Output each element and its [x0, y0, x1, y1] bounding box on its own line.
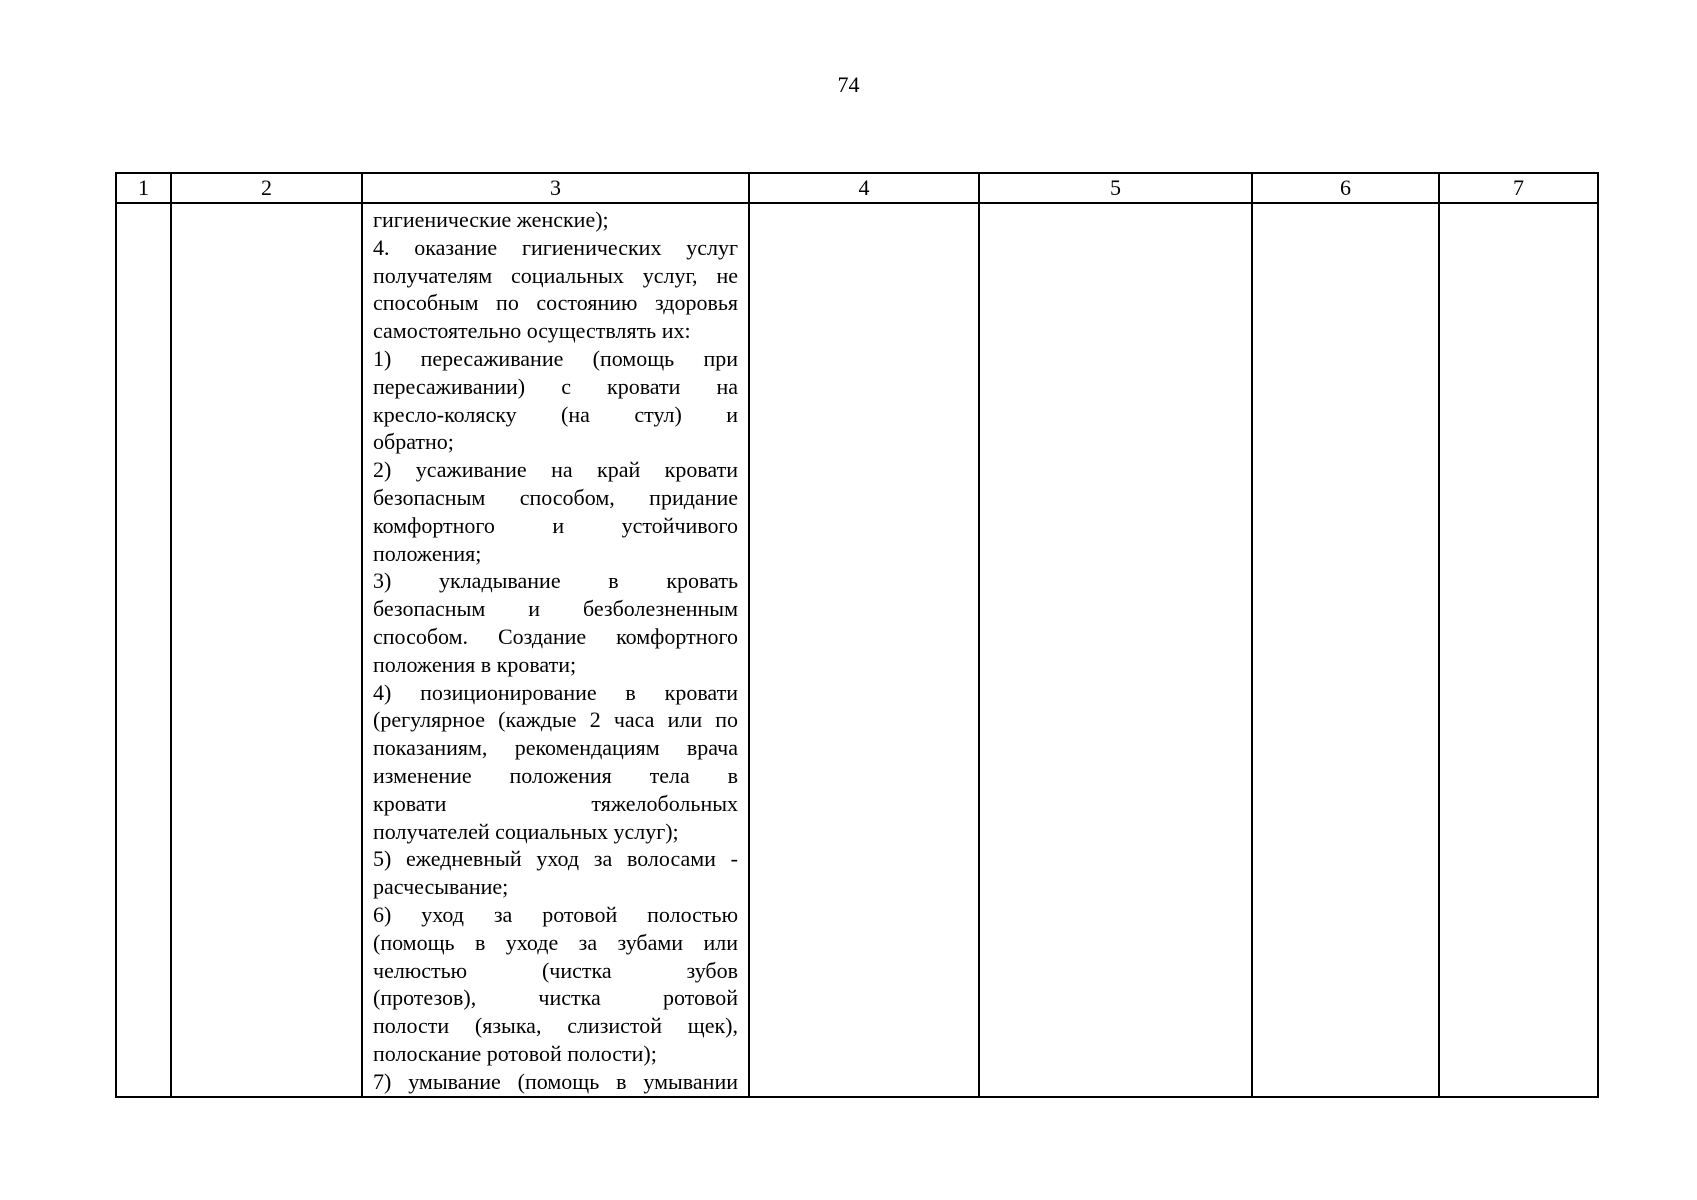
text-line: получателям социальных услуг, не: [373, 262, 738, 288]
text-line: 6) уход за ротовой полостью: [373, 901, 738, 927]
text-line: полоскание ротовой полости);: [373, 1040, 657, 1066]
column-header-3: 3: [362, 173, 749, 203]
cell-col-1: [116, 203, 171, 1097]
column-header-5: 5: [979, 173, 1252, 203]
text-line: самостоятельно осуществлять их:: [373, 318, 691, 344]
text-line: кровати тяжелобольных: [373, 790, 738, 816]
text-line: 7) умывание (помощь в умывании: [373, 1068, 738, 1094]
text-line: способом. Создание комфортного: [373, 623, 738, 649]
column-header-7: 7: [1439, 173, 1598, 203]
text-line: 4) позиционирование в кровати: [373, 679, 738, 705]
services-table: [115, 172, 1599, 1098]
text-line: обратно;: [373, 429, 454, 455]
table-header-row: [116, 173, 1598, 203]
text-line: кресло-коляску (на стул) и: [373, 401, 738, 427]
text-line: полости (языка, слизистой щек),: [373, 1013, 738, 1039]
text-line: пересаживании) с кровати на: [373, 373, 738, 399]
text-line: положения;: [373, 540, 482, 566]
cell-col-2: [171, 203, 362, 1097]
page-number: 74: [837, 72, 860, 97]
text-line: 1) пересаживание (помощь при: [373, 345, 738, 371]
cell-col-3: [362, 203, 749, 1097]
column-header-2: 2: [171, 173, 362, 203]
text-line: (помощь в уходе за зубами или: [373, 929, 738, 955]
text-line: 2) усаживание на край кровати: [373, 457, 738, 483]
text-line: изменение положения тела в: [373, 762, 738, 788]
column-header-4: 4: [749, 173, 979, 203]
text-line: положения в кровати;: [373, 651, 577, 677]
text-line: (протезов), чистка ротовой: [373, 985, 738, 1011]
text-line: челюстью (чистка зубов: [373, 957, 738, 983]
service-description-text: [363, 204, 748, 1096]
cell-col-5: [979, 203, 1252, 1097]
cell-col-7: [1439, 203, 1598, 1097]
table-row: [116, 203, 1598, 1097]
text-line: способным по состоянию здоровья: [373, 290, 738, 316]
cell-col-6: [1252, 203, 1439, 1097]
text-line: 5) ежедневный уход за волосами -: [373, 846, 738, 872]
text-line: 4. оказание гигиенических услуг: [373, 234, 738, 260]
text-line: безопасным способом, придание: [373, 484, 738, 510]
text-line: получателей социальных услуг);: [373, 818, 679, 844]
text-line: расчесывание;: [373, 874, 509, 900]
column-header-6: 6: [1252, 173, 1439, 203]
text-line: 3) укладывание в кровать: [373, 568, 738, 594]
text-line: показаниям, рекомендациям врача: [373, 735, 738, 761]
text-line: безопасным и безболезненным: [373, 596, 738, 622]
text-line: (регулярное (каждые 2 часа или по: [373, 707, 738, 733]
column-header-1: 1: [116, 173, 171, 203]
text-line: комфортного и устойчивого: [373, 512, 738, 538]
cell-col-4: [749, 203, 979, 1097]
text-line: гигиенические женские);: [373, 207, 609, 232]
